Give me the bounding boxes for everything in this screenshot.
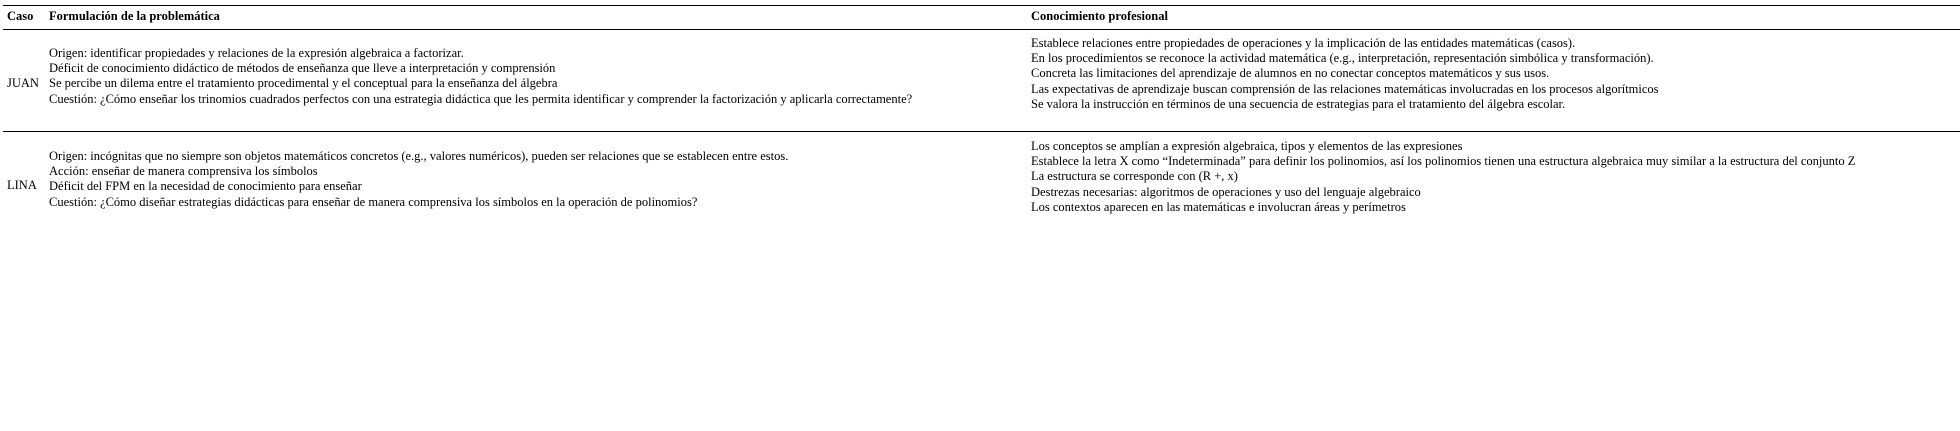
conocimiento-line: Destrezas necesarias: algoritmos de operaciones y uso del lenguaje algebraico — [1031, 184, 1421, 199]
conocimiento-line: La estructura se corresponde con (R +, x) — [1031, 169, 1238, 184]
formulacion-cell — [49, 46, 912, 107]
conocimiento-cell — [1031, 139, 1855, 215]
header-formulacion: Formulación de la problemática — [49, 9, 220, 23]
conocimiento-line: Las expectativas de aprendizaje buscan comprensión de las relaciones matemáticas involucradas en los procesos algorítmicos — [1031, 81, 1659, 96]
row-divider-rule — [3, 131, 1960, 132]
conocimiento-line: Se valora la instrucción en términos de una secuencia de estrategias para el tratamiento del álgebra escolar. — [1031, 96, 1566, 111]
header-caso: Caso — [7, 9, 34, 23]
formulacion-line: Cuestión: ¿Cómo enseñar los trinomios cuadrados perfectos con una estrategia didáctica que les permita identificar y comprender la factorización y aplicarla correctamente? — [49, 91, 913, 106]
conocimiento-line: Los contextos aparecen en las matemáticas e involucran áreas y perímetros — [1031, 199, 1406, 214]
formulacion-line: Déficit del FPM en la necesidad de conocimiento para enseñar — [49, 179, 362, 194]
formulacion-line: Origen: incógnitas que no siempre son objetos matemáticos concretos (e.g., valores numéricos), pueden ser relaciones que se establecen entre estos. — [49, 149, 789, 163]
formulacion-line: Origen: identificar propiedades y relaciones de la expresión algebraica a factorizar. — [49, 46, 464, 60]
conocimiento-line: Establece la letra X como “Indeterminada” para definir los polinomios, así los polinomios tienen una estructura algebraica muy similar a la estructura del conjunto Z — [1031, 154, 1856, 169]
formulacion-line: Se percibe un dilema entre el tratamiento procedimental y el conceptual para la enseñanza del álgebra — [49, 76, 558, 91]
header-bottom-rule — [3, 29, 1960, 30]
formulacion-cell — [49, 149, 788, 210]
formulacion-line: Cuestión: ¿Cómo diseñar estrategias didácticas para enseñar de manera comprensiva los símbolos en la operación de polinomios? — [49, 194, 698, 209]
table-top-rule — [3, 5, 1960, 6]
conocimiento-line: Los conceptos se amplían a expresión algebraica, tipos y elementos de las expresiones — [1031, 139, 1463, 153]
conocimiento-cell — [1031, 36, 1659, 112]
case-name: LINA — [7, 178, 37, 192]
conocimiento-line: Establece relaciones entre propiedades de operaciones y la implicación de las entidades matemáticas (casos). — [1031, 36, 1576, 50]
formulacion-line: Déficit de conocimiento didáctico de métodos de enseñanza que lleve a interpretación y comprensión — [49, 61, 556, 76]
case-name: JUAN — [7, 76, 39, 90]
formulacion-line: Acción: enseñar de manera comprensiva los símbolos — [49, 164, 318, 179]
header-conocimiento: Conocimiento profesional — [1031, 9, 1168, 23]
conocimiento-line: Concreta las limitaciones del aprendizaje de alumnos en no conectar conceptos matemáticos y sus usos. — [1031, 66, 1550, 81]
conocimiento-line: En los procedimientos se reconoce la actividad matemática (e.g., interpretación, representación simbólica y transformación). — [1031, 51, 1654, 66]
